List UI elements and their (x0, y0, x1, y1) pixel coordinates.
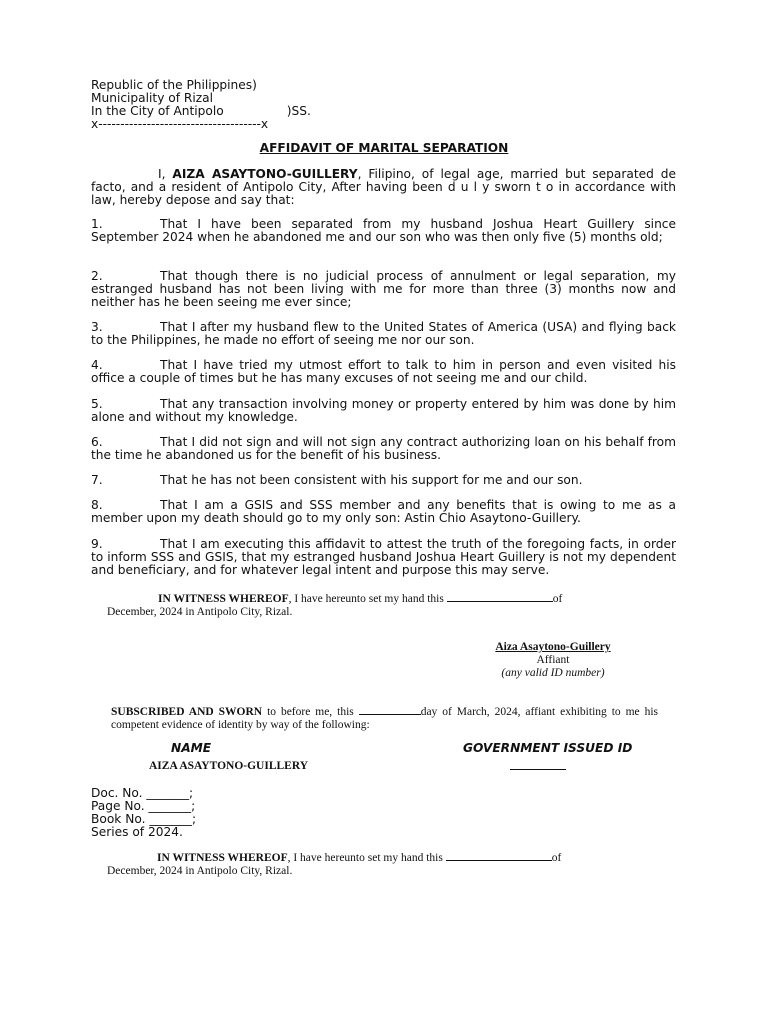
paragraph-4 (91, 359, 676, 385)
paragraph-text: That I have tried my utmost effort to talk to him in person and even visited his office a couple of times but he has many excuses of not seeing me and our child. (91, 358, 676, 385)
signature-role: Affiant (536, 654, 570, 666)
paragraph-number: 9. (91, 537, 103, 551)
affiant-name: AIZA ASAYTONO-GUILLERY (172, 167, 358, 181)
paragraph-2 (91, 270, 676, 309)
witness-of: of (552, 593, 563, 605)
paragraph-text: That I am executing this affidavit to attest the truth of the foregoing facts, in order to inform SSS and GSIS, that my estranged husband Joshua Heart Guillery is not my dependent and beneficiary, and for whatever legal intent and purpose this may serve. (91, 537, 676, 577)
paragraph-3 (91, 321, 676, 347)
paragraph-5 (91, 398, 676, 424)
paragraph-7 (91, 474, 676, 487)
book-no: Book No. _______; (91, 812, 197, 826)
id-table-row-id-blank (510, 759, 566, 774)
witness-clause-1 (107, 591, 607, 619)
paragraph-number: 1. (91, 217, 103, 231)
venue-block (91, 79, 311, 131)
series: Series of 2024. (91, 825, 183, 839)
witness-place: December, 2024 in Antipolo City, Rizal. (107, 606, 293, 618)
witness-text: , I have hereunto set my hand this (288, 593, 444, 605)
witness-of: of (551, 852, 562, 864)
witness-clause-2 (107, 850, 607, 878)
date-blank (447, 591, 553, 602)
signature-name: Aiza Asaytono-Guillery (495, 641, 611, 653)
intro-prefix: I, (158, 167, 173, 181)
id-table-header-id: GOVERNMENT ISSUED ID (463, 741, 633, 755)
venue-city-name: In the City of Antipolo (91, 104, 224, 118)
paragraph-8 (91, 499, 676, 525)
paragraph-number: 5. (91, 397, 103, 411)
document-title: AFFIDAVIT OF MARITAL SEPARATION (259, 141, 509, 155)
signature-id-note: (any valid ID number) (501, 667, 605, 679)
id-table-header-name: NAME (171, 741, 212, 755)
paragraph-number: 4. (91, 358, 103, 372)
paragraph-text: That though there is no judicial process of annulment or legal separation, my estranged husband has not been living with me for more than three (3) months now and neither has he been seeing me ever since; (91, 269, 676, 309)
paragraph-text: That he has not been consistent with his support for me and our son. (160, 473, 583, 487)
jurat-text-b: day of March, 2024, affiant exhibiting to me his competent evidence of identity by way of the following: (111, 706, 659, 731)
witness-bold: IN WITNESS WHEREOF (158, 593, 289, 605)
paragraph-text: That any transaction involving money or property entered by him was done by him alone and without my knowledge. (91, 397, 676, 424)
witness-bold: IN WITNESS WHEREOF (157, 852, 288, 864)
paragraph-number: 2. (91, 269, 103, 283)
id-table-row-name: AIZA ASAYTONO-GUILLERY (149, 760, 309, 772)
notarial-register (91, 787, 196, 839)
intro-paragraph (91, 168, 676, 207)
jurat-text-a: to before me, this (262, 706, 359, 718)
paragraph-text: That I did not sign and will not sign any contract authorizing loan on his behalf from the time he abandoned us for the benefit of his business. (91, 435, 676, 462)
paragraph-text: That I have been separated from my husband Joshua Heart Guillery since September 2024 when he abandoned me and our son who was then only five (5) months old; (91, 217, 676, 244)
venue-municipality: Municipality of Rizal (91, 91, 214, 105)
intro-text: , Filipino, of legal age, married but separated de facto, and a resident of Antipolo City, After having been d u l y sworn t o in accordance with law, hereby depose and say that: (91, 167, 676, 207)
paragraph-number: 6. (91, 435, 103, 449)
paragraph-text: That I am a GSIS and SSS member and any benefits that is owing to me as a member upon my death should go to my only son: Astin Chio Asaytono-Guillery. (91, 498, 676, 525)
jurat-paragraph (111, 704, 658, 732)
paragraph-text: That I after my husband flew to the United States of America (USA) and flying back to the Philippines, he made no effort of seeing me nor our son. (91, 320, 676, 347)
venue-ss: )SS. (286, 104, 311, 118)
paragraph-number: 3. (91, 320, 103, 334)
jurat-bold: SUBSCRIBED AND SWORN (111, 706, 263, 718)
paragraph-1 (91, 218, 676, 244)
witness-text: , I have hereunto set my hand this (287, 852, 443, 864)
page-no: Page No. _______; (91, 799, 196, 813)
venue-separator: x-------------------------------------x (91, 117, 269, 131)
paragraph-number: 8. (91, 498, 103, 512)
day-blank (359, 704, 421, 715)
doc-no: Doc. No. _______; (91, 786, 194, 800)
venue-country: Republic of the Philippines) (91, 78, 257, 92)
witness-place: December, 2024 in Antipolo City, Rizal. (107, 865, 293, 877)
paragraph-6 (91, 436, 676, 462)
paragraph-9 (91, 538, 676, 577)
signature-block (448, 641, 658, 680)
date-blank (446, 850, 552, 861)
paragraph-number: 7. (91, 473, 103, 487)
